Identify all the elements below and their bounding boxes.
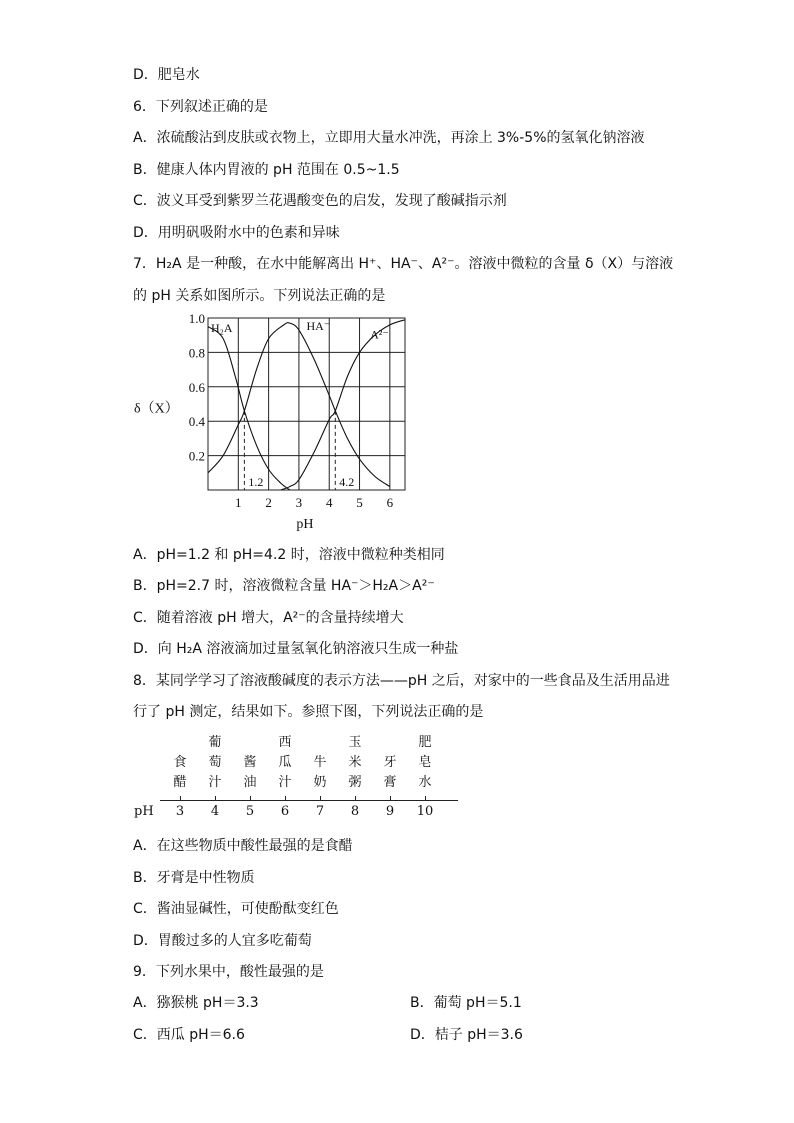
ph-scale-item: 牙 膏 [383, 755, 397, 790]
q8-option-c: C．酱油显碱性，可使酚酞变红色 [133, 901, 339, 917]
x-tick-label: 5 [356, 495, 363, 510]
annotation-label: 4.2 [339, 475, 355, 489]
series-label-a2: A²⁻ [370, 327, 389, 342]
q6-option-d: D．用明矾吸附水中的色素和异味 [133, 225, 340, 241]
annotation-label: 1.2 [248, 475, 264, 489]
q7-option-d: D．向 H₂A 溶液滴加过量氢氧化钠溶液只生成一种盐 [133, 641, 459, 657]
ph-scale-value: 5 [245, 804, 255, 819]
q9-option-d: D．桔子 pH＝3.6 [410, 1027, 523, 1043]
ph-scale-value: 7 [315, 804, 325, 819]
x-axis-label: pH [296, 517, 314, 532]
x-tick-label: 1 [235, 495, 242, 510]
ph-scale-item: 酱 油 [243, 755, 257, 790]
q7-option-a: A．pH=1.2 和 pH=4.2 时，溶液中微粒种类相同 [133, 547, 445, 563]
ph-scale-value: 4 [210, 804, 220, 819]
q6-stem: 6．下列叙述正确的是 [133, 99, 268, 115]
q9-option-c: C．西瓜 pH＝6.6 [133, 1027, 245, 1043]
ph-scale-item: 牛 奶 [313, 755, 327, 790]
ph-scale-item: 葡 萄 汁 [208, 735, 222, 790]
ph-distribution-chart [120, 312, 420, 537]
y-tick-label: 0.6 [188, 379, 205, 395]
ph-scale-value: 6 [280, 804, 290, 819]
q7-option-c: C．随着溶液 pH 增大，A²⁻的含量持续增大 [133, 610, 404, 626]
q7-stem-line-2: 的 pH 关系如图所示。下列说法正确的是 [133, 288, 386, 304]
x-tick-label: 6 [386, 495, 394, 510]
q8-option-d: D．胃酸过多的人宜多吃葡萄 [133, 933, 312, 949]
q9-stem: 9．下列水果中，酸性最强的是 [133, 964, 324, 980]
x-tick-label: 4 [325, 495, 333, 510]
ph-scale-label: pH [134, 804, 154, 819]
q7-stem-line-1: 7．H₂A 是一种酸，在水中能解离出 H⁺、HA⁻、A²⁻。溶液中微粒的含量 δ（X）与溶液 [133, 256, 674, 272]
series-label-h2a: H₂A [211, 320, 233, 335]
y-tick-label: 1.0 [188, 312, 205, 326]
ph-scale-item: 食 醋 [173, 755, 187, 790]
ph-scale-value: 3 [175, 804, 185, 819]
ph-scale-item: 玉 米 粥 [348, 735, 362, 790]
ph-scale-figure [130, 730, 470, 825]
q6-option-b: B．健康人体内胃液的 pH 范围在 0.5~1.5 [133, 162, 400, 178]
y-tick-label: 0.2 [188, 448, 205, 464]
q8-stem-line-1: 8．某同学学习了溶液酸碱度的表示方法——pH 之后，对家中的一些食品及生活用品进 [133, 673, 670, 689]
x-tick-label: 3 [295, 495, 303, 510]
q7-option-b: B．pH=2.7 时，溶液微粒含量 HA⁻＞H₂A＞A²⁻ [133, 578, 435, 594]
ph-scale-item: 西 瓜 汁 [278, 735, 292, 790]
q6-option-c: C．波义耳受到紫罗兰花遇酸变色的启发，发现了酸碱指示剂 [133, 193, 507, 209]
q8-stem-line-2: 行了 pH 测定，结果如下。参照下图，下列说法正确的是 [133, 704, 484, 720]
ph-scale-value: 10 [416, 804, 434, 819]
q6-option-a: A．浓硫酸沾到皮肤或衣物上，立即用大量水冲洗，再涂上 3%-5%的氢氧化钠溶液 [133, 130, 645, 146]
ph-scale-value: 9 [385, 804, 395, 819]
q9-option-b: B．葡萄 pH＝5.1 [410, 995, 522, 1011]
q8-option-a: A．在这些物质中酸性最强的是食醋 [133, 838, 353, 854]
y-tick-label: 0.8 [188, 345, 205, 361]
q5-option-d: D．肥皂水 [133, 67, 200, 83]
ph-scale-axis-line [160, 800, 458, 801]
x-tick-label: 2 [265, 495, 272, 510]
ph-scale-value: 8 [350, 804, 360, 819]
y-axis-label: δ（X） [134, 401, 179, 417]
y-tick-label: 0.4 [188, 414, 205, 430]
q9-option-a: A．猕猴桃 pH＝3.3 [133, 995, 259, 1011]
series-label-ha: HA⁻ [306, 319, 331, 334]
q8-option-b: B．牙膏是中性物质 [133, 870, 255, 886]
ph-scale-item: 肥 皂 水 [418, 735, 432, 790]
series-h2a-curve [208, 327, 290, 490]
